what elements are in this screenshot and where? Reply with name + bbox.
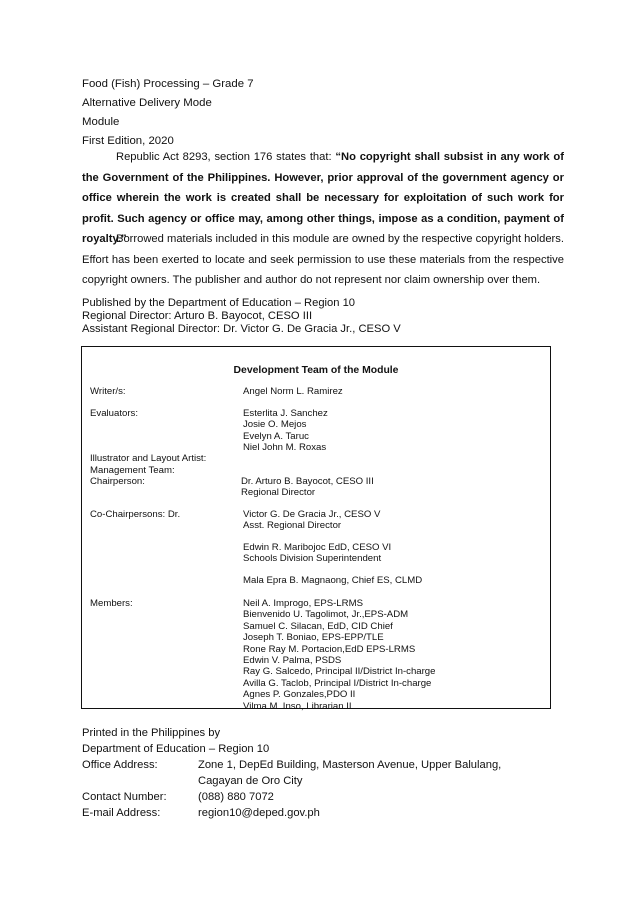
member-name: Avilla G. Taclob, Principal I/District In-charge bbox=[243, 677, 432, 689]
assistant-regional-director: Assistant Regional Director: Dr. Victor G. De Gracia Jr., CESO V bbox=[82, 323, 401, 335]
management-label: Management Team: bbox=[90, 465, 175, 476]
member-name: Vilma M. Inso, Librarian II bbox=[243, 700, 352, 712]
evaluators-label: Evaluators: bbox=[90, 408, 138, 419]
co-chair-title: Schools Division Superintendent bbox=[243, 553, 382, 565]
member-name: Agnes P. Gonzales,PDO II bbox=[243, 689, 356, 701]
chairperson-label: Chairperson: bbox=[90, 476, 145, 487]
co-chair-3 bbox=[243, 575, 422, 586]
evaluators-list bbox=[243, 408, 328, 454]
writer-name: Angel Norm L. Ramirez bbox=[243, 386, 343, 397]
module-subject: Food (Fish) Processing – Grade 7 bbox=[82, 78, 254, 90]
evaluator-name: Niel John M. Roxas bbox=[243, 442, 327, 454]
member-name: Joseph T. Boniao, EPS-EPP/TLE bbox=[243, 632, 384, 644]
email-address-label: E-mail Address: bbox=[82, 807, 161, 819]
member-name: Ray G. Salcedo, Principal II/District In-charge bbox=[243, 666, 436, 678]
writers-list bbox=[243, 386, 343, 397]
department: Department of Education – Region 10 bbox=[82, 743, 270, 755]
regional-director: Regional Director: Arturo B. Bayocot, CESO III bbox=[82, 310, 313, 322]
published-by: Published by the Department of Education – Region 10 bbox=[82, 297, 356, 309]
copyright-statement: “No copyright shall subsist in any work of the Government of the Philippines. However, prior approval of the government agency or office wherein the work is created shall be necessary for exploitation of such work for profit. Such agency or office may, among other things, impose as a condition, payment of royalty.” bbox=[82, 151, 564, 245]
chairperson-title: Regional Director bbox=[241, 487, 316, 499]
delivery-mode: Alternative Delivery Mode bbox=[82, 97, 212, 109]
team-title: Development Team of the Module bbox=[233, 365, 399, 376]
development-team-box bbox=[81, 346, 551, 712]
office-address-label: Office Address: bbox=[82, 759, 158, 771]
office-address-line1: Zone 1, DepEd Building, Masterson Avenue, Upper Balulang, bbox=[198, 759, 502, 771]
copyright-intro: Republic Act 8293, section 176 states that: bbox=[116, 151, 336, 163]
evaluator-name: Josie O. Mejos bbox=[243, 419, 307, 431]
illustrator-label: Illustrator and Layout Artist: bbox=[90, 453, 207, 464]
chairperson-name: Dr. Arturo B. Bayocot, CESO III bbox=[241, 476, 374, 487]
edition: First Edition, 2020 bbox=[82, 135, 174, 147]
co-chair-name: Victor G. De Gracia Jr., CESO V bbox=[243, 509, 381, 520]
co-chair-2 bbox=[243, 542, 391, 565]
co-chair-name: Edwin R. Maribojoc EdD, CESO VI bbox=[243, 542, 392, 553]
member-name: Samuel C. Silacan, EdD, CID Chief bbox=[243, 620, 393, 632]
member-name: Neil A. Improgo, EPS-LRMS bbox=[243, 598, 363, 609]
writer-label: Writer/s: bbox=[90, 386, 126, 397]
co-chair-title: Asst. Regional Director bbox=[243, 520, 342, 532]
member-name: Rone Ray M. Portacion,EdD EPS-LRMS bbox=[243, 643, 416, 655]
module-type: Module bbox=[82, 116, 120, 128]
evaluator-name: Esterlita J. Sanchez bbox=[243, 408, 328, 419]
office-address-line2: Cagayan de Oro City bbox=[198, 775, 303, 787]
contact-number-label: Contact Number: bbox=[82, 791, 167, 803]
chairperson-list bbox=[241, 476, 374, 499]
evaluator-name: Evelyn A. Taruc bbox=[243, 430, 309, 442]
email-address: region10@deped.gov.ph bbox=[198, 807, 320, 819]
co-chair-name: Mala Epra B. Magnaong, Chief ES, CLMD bbox=[243, 575, 423, 586]
printed-in: Printed in the Philippines by bbox=[82, 727, 221, 739]
borrowed-materials-paragraph: Borrowed materials included in this module are owned by the respective copyright holders. Effort has been exerted to locate and seek permission to use these materials from the respective copyright owners. The publisher and author do not represent nor claim ownership over them. bbox=[82, 233, 564, 286]
members-label: Members: bbox=[90, 598, 133, 609]
co-chair-1 bbox=[243, 509, 380, 532]
co-chairpersons-label: Co-Chairpersons: Dr. bbox=[90, 509, 181, 520]
members-list bbox=[243, 598, 435, 712]
member-name: Bienvenido U. Tagolimot, Jr.,EPS-ADM bbox=[243, 609, 409, 621]
member-name: Edwin V. Palma, PSDS bbox=[243, 654, 342, 666]
contact-number: (088) 880 7072 bbox=[198, 791, 274, 803]
